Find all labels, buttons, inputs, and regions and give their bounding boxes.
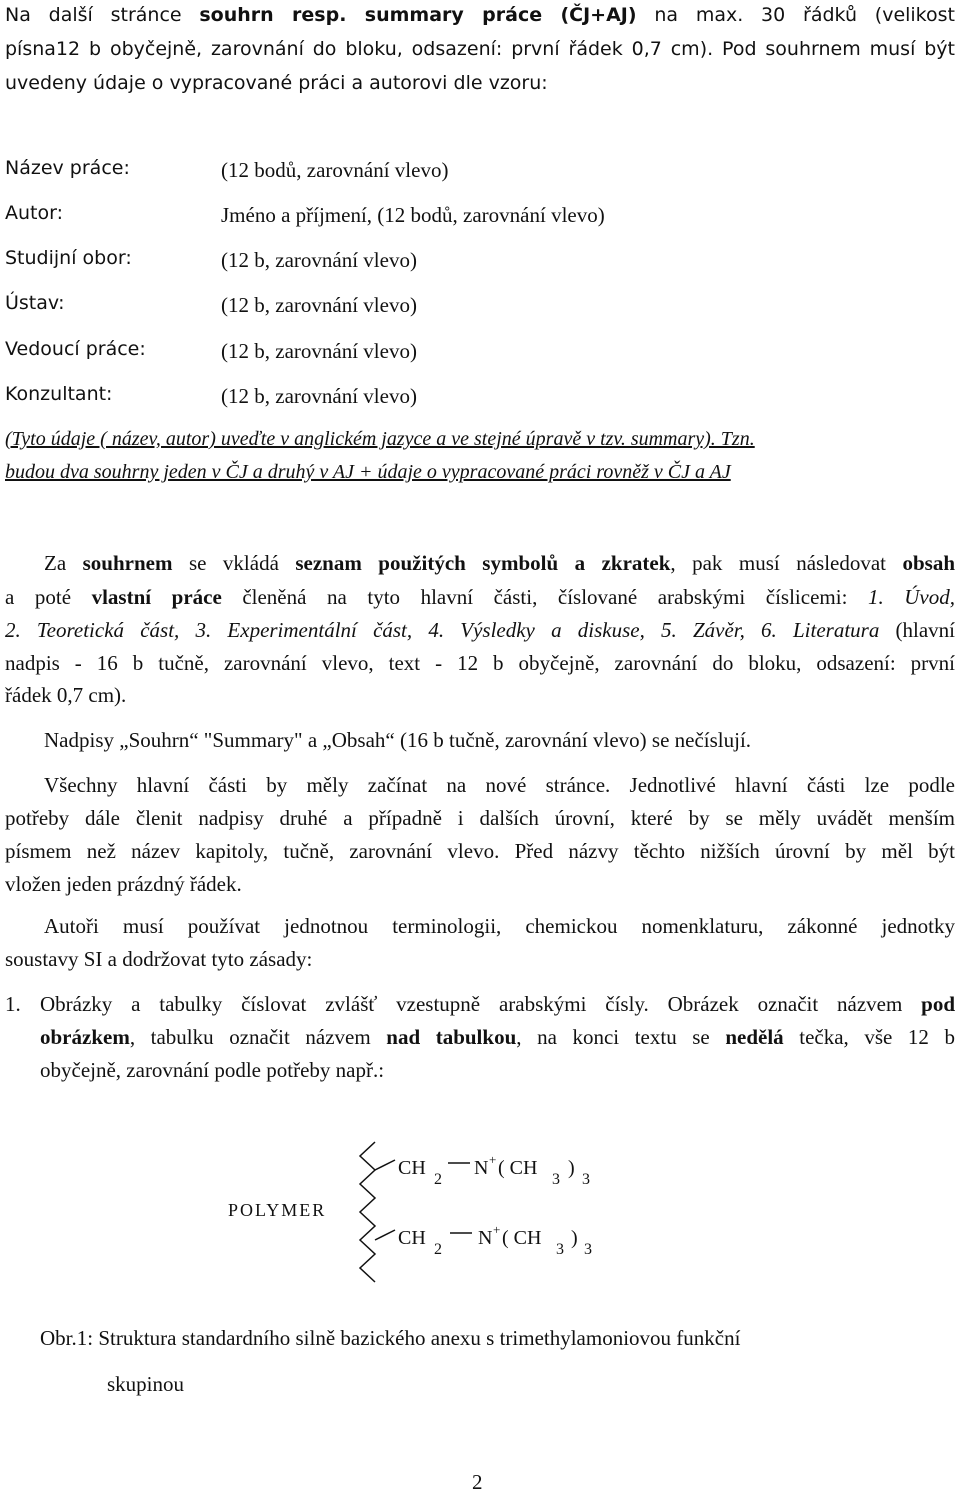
subscript-3-outer: 3 [584,1241,592,1258]
subscript-3: 3 [552,1171,560,1188]
bold-run: pod [921,992,955,1016]
field-label-title: Název práce: [5,157,130,179]
item1-number: 1. [5,992,21,1016]
field-value-supervisor: (12 b, zarovnání vlevo) [221,339,417,363]
field-value-consultant: (12 b, zarovnání vlevo) [221,384,417,408]
ch-group-2: CH [398,1227,426,1249]
note-line-2: budou dva souhrny jeden v ČJ a druhý v AJ + údaje o vypracované práci rovněž v ČJ a AJ [5,461,731,483]
para1-line-4: nadpis - 16 b tučně, zarovnání vlevo, text - 12 b obyčejně, zarovnání do bloku, odsazení: první [5,651,955,675]
intro-line-2: písna12 b obyčejně, zarovnání do bloku, odsazení: první řádek 0,7 cm). Pod souhrnem musí být [5,38,955,60]
field-value-institute: (12 b, zarovnání vlevo) [221,293,417,317]
page-number: 2 [472,1470,483,1494]
close-paren-1: ) [568,1157,575,1179]
note-line-1: (Tyto údaje ( název, autor) uveďte v anglickém jazyce a ve stejné úpravě v tzv. summary). Tzn. [5,428,755,450]
intro-text: na max. 30 řádků (velikost [636,4,955,26]
text-run: Obrázky a tabulky číslovat zvlášť vzestupně arabskými čísly. Obrázek označit názvem [40,992,922,1016]
text-run: , pak musí následovat [670,551,903,575]
field-label-study: Studijní obor: [5,247,132,269]
polymer-backbone [360,1142,375,1282]
field-label-supervisor: Vedoucí práce: [5,338,146,360]
text-run: a poté [5,585,92,609]
charge-plus-2: + [493,1222,501,1237]
bold-run: souhrnem [82,551,173,575]
para1-line-3 [5,618,955,643]
charge-plus-1: + [489,1152,497,1167]
text-run: Za [44,551,83,575]
para1-line-2 [5,585,955,610]
italic-run: 1. Úvod, [867,585,955,609]
polymer-structure-figure [0,1130,960,1290]
subscript-2: 2 [434,1241,442,1258]
caption-line-2: skupinou [107,1372,185,1396]
para1-line-5: řádek 0,7 cm). [5,683,127,707]
bold-run: obrázkem [40,1025,130,1049]
subscript-3: 3 [556,1241,564,1258]
text-run: , na konci textu se [516,1025,726,1049]
field-label-institute: Ústav: [5,292,65,314]
ch-group-1: CH [398,1157,426,1179]
para1-line-1 [44,551,955,576]
intro-text: Na další stránce [5,4,200,26]
bold-run: nad tabulkou [386,1025,517,1049]
text-run: se vkládá [172,551,296,575]
para3-line-1: Všechny hlavní části by měly začínat na nové stránce. Jednotlivé hlavní části lze podle [44,773,955,797]
field-label-consultant: Konzultant: [5,383,113,405]
item1-line-2 [40,1025,955,1050]
para4-line-1: Autoři musí používat jednotnou terminologii, chemickou nomenklaturu, zákonné jednotky [44,914,955,938]
branch-bond-2 [375,1230,395,1240]
polymer-label: POLYMER [228,1200,327,1220]
field-value-title: (12 bodů, zarovnání vlevo) [221,158,449,182]
close-paren-2: ) [571,1227,578,1249]
branch-bond-1 [375,1160,395,1170]
item1-line-1 [40,992,955,1017]
intro-bold: souhrn resp. summary práce (ČJ+AJ) [199,4,637,26]
bold-run: obsah [902,551,955,575]
para3-line-2: potřeby dále členit nadpisy druhé a případně i dalších úrovní, které by se měly uvádět menším [5,806,955,830]
para3-line-4: vložen jeden prázdný řádek. [5,872,242,896]
text-run: tečka, vše 12 b [783,1025,955,1049]
subscript-3-outer: 3 [582,1171,590,1188]
text-run: (hlavní [879,618,956,642]
field-label-author: Autor: [5,202,63,224]
para3-line-3: písmem než název kapitoly, tučně, zarovnání vlevo. Před názvy těchto nižších úrovní by měl být [5,839,955,863]
methyl-group-2: ( CH [502,1227,542,1249]
field-value-author: Jméno a příjmení, (12 bodů, zarovnání vlevo) [221,203,605,227]
intro-line-1 [5,4,955,26]
text-run: , tabulku označit názvem [129,1025,387,1049]
bold-run: seznam použitých symbolů a zkratek [295,551,671,575]
nitrogen-1: N [474,1157,489,1179]
nitrogen-2: N [478,1227,493,1249]
bold-run: nedělá [725,1025,784,1049]
field-value-study: (12 b, zarovnání vlevo) [221,248,417,272]
caption-prefix: Obr.1: [40,1326,94,1350]
caption-line-1 [40,1326,740,1351]
caption-text: Struktura standardního silně bazického anexu s trimethylamoniovou funkční [98,1326,741,1350]
text-run: členěná na tyto hlavní části, číslované arabskými číslicemi: [221,585,868,609]
subscript-2: 2 [434,1171,442,1188]
methyl-group-1: ( CH [498,1157,538,1179]
para4-line-2: soustavy SI a dodržovat tyto zásady: [5,947,313,971]
para2: Nadpisy „Souhrn“ "Summary" a „Obsah“ (16 b tučně, zarovnání vlevo) se nečíslují. [44,728,752,752]
item1-line-3: obyčejně, zarovnání podle potřeby např.: [40,1058,385,1082]
intro-line-3: uvedeny údaje o vypracované práci a autorovi dle vzoru: [5,72,548,94]
italic-run: 2. Teoretická část, 3. Experimentální část, 4. Výsledky a diskuse, 5. Závěr, 6. Literatura [5,618,880,642]
bold-run: vlastní práce [91,585,222,609]
